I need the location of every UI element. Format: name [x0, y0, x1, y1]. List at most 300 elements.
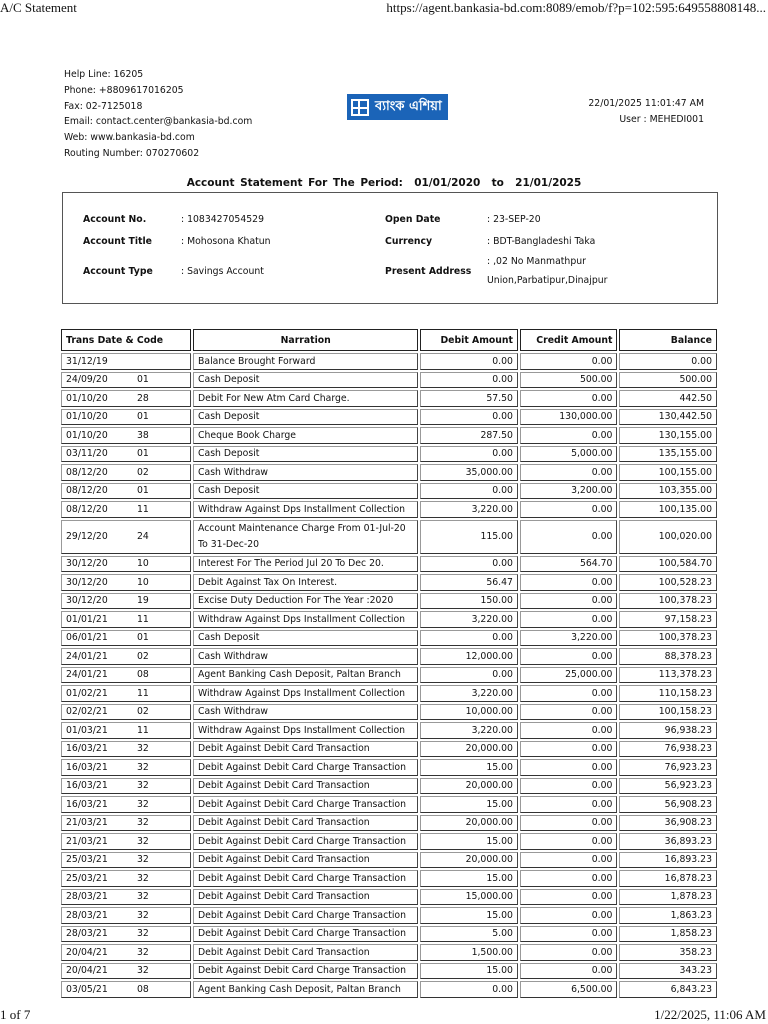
debit-amount: 0.00	[420, 372, 518, 389]
credit-amount: 0.00	[520, 815, 618, 832]
trans-date-code	[61, 630, 191, 647]
currency: : BDT-Bangladeshi Taka	[487, 236, 596, 247]
credit-amount: 3,200.00	[520, 483, 618, 500]
trans-date-code	[61, 483, 191, 500]
narration: Debit Against Debit Card Charge Transaction	[193, 759, 418, 776]
trans-code: 38	[137, 429, 149, 441]
trans-date-code	[61, 611, 191, 628]
table-row	[61, 833, 717, 850]
credit-amount: 0.00	[520, 759, 618, 776]
period-to: 21/01/2025	[515, 177, 582, 189]
narration: Withdraw Against Dps Installment Collection	[193, 501, 418, 518]
trans-date: 08/12/20	[66, 503, 108, 515]
trans-code: 32	[137, 835, 149, 847]
credit-amount: 0.00	[520, 353, 618, 370]
trans-date: 03/05/21	[66, 983, 108, 995]
trans-code: 32	[137, 891, 149, 903]
balance: 16,878.23	[619, 870, 717, 887]
trans-code: 10	[137, 576, 149, 588]
balance: 1,878.23	[619, 889, 717, 906]
credit-amount: 0.00	[520, 889, 618, 906]
trans-date-code	[61, 722, 191, 739]
helpline: Help Line: 16205	[64, 69, 144, 80]
trans-date: 24/01/21	[66, 669, 108, 681]
debit-amount: 5.00	[420, 926, 518, 943]
trans-date-code	[61, 501, 191, 518]
credit-amount: 0.00	[520, 390, 618, 407]
balance: 100,528.23	[619, 574, 717, 591]
narration: Excise Duty Deduction For The Year :2020	[193, 593, 418, 610]
credit-amount: 6,500.00	[520, 981, 618, 998]
trans-date-code	[61, 427, 191, 444]
account-type: : Savings Account	[181, 266, 264, 277]
balance: 0.00	[619, 353, 717, 370]
balance: 56,908.23	[619, 796, 717, 813]
credit-amount: 0.00	[520, 464, 618, 481]
trans-date-code	[61, 464, 191, 481]
balance: 76,923.23	[619, 759, 717, 776]
table-row	[61, 963, 717, 980]
balance: 110,158.23	[619, 685, 717, 702]
credit-amount: 0.00	[520, 963, 618, 980]
narration: Debit Against Debit Card Charge Transaction	[193, 963, 418, 980]
trans-date-code	[61, 704, 191, 721]
narration: Cash Deposit	[193, 630, 418, 647]
table-row	[61, 353, 717, 370]
statement-period	[0, 177, 768, 189]
trans-code: 24	[137, 531, 149, 542]
credit-amount: 0.00	[520, 685, 618, 702]
trans-date-code	[61, 796, 191, 813]
trans-date-code	[61, 353, 191, 370]
trans-date: 01/10/20	[66, 392, 108, 404]
phone: Phone: +8809617016205	[64, 84, 184, 96]
trans-date: 16/03/21	[66, 798, 108, 810]
trans-date: 21/03/21	[66, 835, 108, 847]
debit-amount: 12,000.00	[420, 648, 518, 665]
trans-date: 24/09/20	[66, 374, 108, 386]
debit-amount: 0.00	[420, 630, 518, 647]
credit-amount: 0.00	[520, 926, 618, 943]
narration: Withdraw Against Dps Installment Collection	[193, 685, 418, 702]
debit-amount: 1,500.00	[420, 944, 518, 961]
trans-date-code	[61, 815, 191, 832]
table-row	[61, 464, 717, 481]
credit-amount: 0.00	[520, 833, 618, 850]
credit-amount: 5,000.00	[520, 446, 618, 463]
col-narration: Narration	[193, 329, 418, 351]
debit-amount: 15.00	[420, 833, 518, 850]
narration: Debit Against Debit Card Transaction	[193, 944, 418, 961]
table-row	[61, 907, 717, 924]
narration: Debit Against Debit Card Charge Transaction	[193, 796, 418, 813]
credit-amount: 0.00	[520, 427, 618, 444]
logo-text: ব্যাংক এশিয়া	[375, 98, 442, 114]
trans-date: 29/12/20	[66, 531, 108, 542]
report-datetime: 22/01/2025 11:01:47 AM	[588, 98, 704, 109]
trans-date-code	[61, 372, 191, 389]
balance: 100,378.23	[619, 630, 717, 647]
narration: Interest For The Period Jul 20 To Dec 20.	[193, 556, 418, 573]
trans-date: 01/01/21	[66, 613, 108, 625]
trans-code: 32	[137, 780, 149, 792]
credit-amount: 0.00	[520, 778, 618, 795]
trans-code: 32	[137, 761, 149, 773]
credit-amount: 0.00	[520, 907, 618, 924]
credit-amount: 0.00	[520, 870, 618, 887]
trans-code: 32	[137, 909, 149, 921]
trans-date: 16/03/21	[66, 761, 108, 773]
debit-amount: 20,000.00	[420, 778, 518, 795]
narration: Cash Deposit	[193, 409, 418, 426]
balance: 76,938.23	[619, 741, 717, 758]
table-header	[61, 329, 717, 351]
trans-date-code	[61, 667, 191, 684]
debit-amount: 115.00	[420, 520, 518, 554]
debit-amount: 35,000.00	[420, 464, 518, 481]
credit-amount: 0.00	[520, 520, 618, 554]
fax: Fax: 02-7125018	[64, 100, 143, 112]
balance: 100,378.23	[619, 593, 717, 610]
address-line-1: : ,02 No Manmathpur	[487, 256, 586, 267]
credit-amount: 0.00	[520, 501, 618, 518]
trans-date-code	[61, 741, 191, 758]
table-row	[61, 390, 717, 407]
narration: Agent Banking Cash Deposit, Paltan Branch	[193, 667, 418, 684]
balance: 96,938.23	[619, 722, 717, 739]
trans-code: 32	[137, 854, 149, 866]
table-row	[61, 704, 717, 721]
debit-amount: 15,000.00	[420, 889, 518, 906]
trans-code: 02	[137, 466, 149, 478]
trans-date-code	[61, 390, 191, 407]
trans-date-code	[61, 981, 191, 998]
address-label: Present Address	[385, 266, 472, 277]
balance: 358.23	[619, 944, 717, 961]
trans-code: 32	[137, 872, 149, 884]
contact-info	[64, 67, 252, 162]
narration: Debit Against Debit Card Charge Transaction	[193, 833, 418, 850]
trans-date: 24/01/21	[66, 650, 108, 662]
debit-amount: 20,000.00	[420, 741, 518, 758]
narration: Debit Against Debit Card Transaction	[193, 889, 418, 906]
col-balance: Balance	[619, 329, 717, 351]
narration: Cash Deposit	[193, 446, 418, 463]
trans-date: 30/12/20	[66, 576, 108, 588]
currency-label: Currency	[385, 236, 433, 247]
trans-date-code	[61, 556, 191, 573]
trans-date-code	[61, 648, 191, 665]
credit-amount: 0.00	[520, 648, 618, 665]
narration: Debit Against Debit Card Transaction	[193, 815, 418, 832]
address-line-2: Union,Parbatipur,Dinajpur	[487, 275, 608, 286]
trans-date: 01/10/20	[66, 429, 108, 441]
trans-code: 10	[137, 558, 149, 570]
logo-mark-icon	[351, 99, 369, 116]
balance: 16,893.23	[619, 852, 717, 869]
debit-amount: 0.00	[420, 483, 518, 500]
table-row	[61, 889, 717, 906]
trans-date-code	[61, 778, 191, 795]
account-title: : Mohosona Khatun	[181, 236, 271, 247]
open-date-label: Open Date	[385, 214, 441, 225]
table-row	[61, 427, 717, 444]
table-row	[61, 981, 717, 998]
balance: 103,355.00	[619, 483, 717, 500]
table-row	[61, 870, 717, 887]
trans-code: 28	[137, 392, 149, 404]
trans-date: 06/01/21	[66, 632, 108, 644]
narration: Cash Deposit	[193, 372, 418, 389]
debit-amount: 0.00	[420, 981, 518, 998]
narration: Debit Against Debit Card Charge Transaction	[193, 926, 418, 943]
debit-amount: 150.00	[420, 593, 518, 610]
trans-date: 02/02/21	[66, 706, 108, 718]
trans-date: 25/03/21	[66, 854, 108, 866]
credit-amount: 0.00	[520, 852, 618, 869]
trans-date-code	[61, 852, 191, 869]
credit-amount: 0.00	[520, 611, 618, 628]
debit-amount: 0.00	[420, 446, 518, 463]
credit-amount: 0.00	[520, 722, 618, 739]
credit-amount: 0.00	[520, 593, 618, 610]
trans-code: 11	[137, 613, 149, 625]
page-number: 1 of 7	[0, 1007, 31, 1022]
balance: 442.50	[619, 390, 717, 407]
credit-amount: 564.70	[520, 556, 618, 573]
debit-amount: 57.50	[420, 390, 518, 407]
account-no-label: Account No.	[83, 214, 147, 225]
debit-amount: 10,000.00	[420, 704, 518, 721]
trans-date: 30/12/20	[66, 595, 108, 607]
credit-amount: 3,220.00	[520, 630, 618, 647]
trans-code: 32	[137, 946, 149, 958]
debit-amount: 20,000.00	[420, 815, 518, 832]
table-row	[61, 574, 717, 591]
narration: Debit Against Debit Card Charge Transaction	[193, 870, 418, 887]
balance: 1,863.23	[619, 907, 717, 924]
print-datetime: 1/22/2025, 11:06 AM	[654, 1007, 766, 1022]
credit-amount: 130,000.00	[520, 409, 618, 426]
trans-date: 30/12/20	[66, 558, 108, 570]
debit-amount: 3,220.00	[420, 722, 518, 739]
trans-date-code	[61, 963, 191, 980]
trans-code: 32	[137, 817, 149, 829]
debit-amount: 287.50	[420, 427, 518, 444]
trans-date: 20/04/21	[66, 946, 108, 958]
account-title-label: Account Title	[83, 236, 152, 247]
trans-date: 01/03/21	[66, 724, 108, 736]
balance: 130,155.00	[619, 427, 717, 444]
balance: 100,020.00	[619, 520, 717, 554]
trans-code: 32	[137, 928, 149, 940]
table-row	[61, 630, 717, 647]
trans-date-code	[61, 889, 191, 906]
trans-date: 16/03/21	[66, 780, 108, 792]
narration: Debit Against Debit Card Transaction	[193, 778, 418, 795]
account-type-label: Account Type	[83, 266, 153, 277]
trans-code: 01	[137, 448, 149, 460]
debit-amount: 15.00	[420, 796, 518, 813]
debit-amount: 0.00	[420, 409, 518, 426]
trans-date: 20/04/21	[66, 965, 108, 977]
debit-amount: 0.00	[420, 556, 518, 573]
report-user: User : MEHEDI001	[619, 113, 704, 125]
period-label: Account Statement For The Period:	[186, 177, 403, 189]
narration: Debit For New Atm Card Charge.	[193, 390, 418, 407]
debit-amount: 3,220.00	[420, 501, 518, 518]
trans-date: 31/12/19	[66, 355, 108, 367]
trans-code: 08	[137, 983, 149, 995]
table-row	[61, 778, 717, 795]
trans-date-code	[61, 907, 191, 924]
table-row	[61, 685, 717, 702]
credit-amount: 0.00	[520, 741, 618, 758]
trans-date: 28/03/21	[66, 891, 108, 903]
debit-amount: 15.00	[420, 870, 518, 887]
trans-date-code	[61, 593, 191, 610]
trans-date-code	[61, 759, 191, 776]
trans-date: 01/10/20	[66, 411, 108, 423]
trans-code: 11	[137, 687, 149, 699]
table-row	[61, 648, 717, 665]
trans-code: 08	[137, 669, 149, 681]
table-row	[61, 667, 717, 684]
debit-amount: 0.00	[420, 667, 518, 684]
trans-date: 28/03/21	[66, 909, 108, 921]
narration: Account Maintenance Charge From 01-Jul-20 To 31-Dec-20	[193, 520, 418, 554]
trans-date: 01/02/21	[66, 687, 108, 699]
trans-code: 01	[137, 632, 149, 644]
table-row	[61, 796, 717, 813]
trans-date: 25/03/21	[66, 872, 108, 884]
balance: 97,158.23	[619, 611, 717, 628]
trans-code: 11	[137, 724, 149, 736]
debit-amount: 0.00	[420, 353, 518, 370]
trans-code: 02	[137, 706, 149, 718]
debit-amount: 15.00	[420, 963, 518, 980]
open-date: : 23-SEP-20	[487, 214, 541, 225]
balance: 343.23	[619, 963, 717, 980]
bank-asia-logo	[347, 94, 448, 120]
balance: 56,923.23	[619, 778, 717, 795]
narration: Debit Against Debit Card Charge Transaction	[193, 907, 418, 924]
table-row	[61, 501, 717, 518]
credit-amount: 0.00	[520, 796, 618, 813]
balance: 100,155.00	[619, 464, 717, 481]
credit-amount: 0.00	[520, 944, 618, 961]
account-info-box	[62, 192, 718, 304]
table-row	[61, 409, 717, 426]
narration: Cash Withdraw	[193, 464, 418, 481]
trans-date-code	[61, 685, 191, 702]
period-from: 01/01/2020	[414, 177, 481, 189]
table-row	[61, 759, 717, 776]
trans-code: 11	[137, 503, 149, 515]
balance: 100,135.00	[619, 501, 717, 518]
balance: 36,908.23	[619, 815, 717, 832]
table-row	[61, 372, 717, 389]
trans-date-code	[61, 944, 191, 961]
balance: 36,893.23	[619, 833, 717, 850]
print-title: A/C Statement	[0, 0, 77, 15]
trans-date: 08/12/20	[66, 466, 108, 478]
table-row	[61, 611, 717, 628]
table-row	[61, 815, 717, 832]
trans-code: 32	[137, 798, 149, 810]
trans-date: 16/03/21	[66, 743, 108, 755]
credit-amount: 500.00	[520, 372, 618, 389]
table-row	[61, 446, 717, 463]
trans-date: 03/11/20	[66, 448, 108, 460]
table-row	[61, 483, 717, 500]
trans-code: 01	[137, 485, 149, 497]
table-row	[61, 852, 717, 869]
trans-code: 01	[137, 411, 149, 423]
table-row	[61, 741, 717, 758]
trans-date-code	[61, 833, 191, 850]
debit-amount: 56.47	[420, 574, 518, 591]
narration: Cash Withdraw	[193, 648, 418, 665]
trans-date-code	[61, 520, 191, 554]
table-row	[61, 520, 717, 554]
narration: Debit Against Debit Card Transaction	[193, 741, 418, 758]
trans-code: 02	[137, 650, 149, 662]
table-row	[61, 593, 717, 610]
trans-date-code	[61, 926, 191, 943]
col-credit: Credit Amount	[520, 329, 618, 351]
balance: 130,442.50	[619, 409, 717, 426]
report-meta	[588, 96, 704, 127]
trans-date: 28/03/21	[66, 928, 108, 940]
col-trans-date: Trans Date & Code	[61, 329, 191, 351]
debit-amount: 15.00	[420, 907, 518, 924]
trans-code: 19	[137, 595, 149, 607]
table-row	[61, 556, 717, 573]
narration: Cash Deposit	[193, 483, 418, 500]
balance: 113,378.23	[619, 667, 717, 684]
trans-date: 21/03/21	[66, 817, 108, 829]
trans-code: 32	[137, 965, 149, 977]
credit-amount: 0.00	[520, 574, 618, 591]
balance: 100,158.23	[619, 704, 717, 721]
balance: 500.00	[619, 372, 717, 389]
narration: Agent Banking Cash Deposit, Paltan Branch	[193, 981, 418, 998]
narration: Withdraw Against Dps Installment Collection	[193, 722, 418, 739]
trans-code: 01	[137, 374, 149, 386]
balance: 1,858.23	[619, 926, 717, 943]
email: Email: contact.center@bankasia-bd.com	[64, 116, 253, 128]
balance: 135,155.00	[619, 446, 717, 463]
debit-amount: 3,220.00	[420, 685, 518, 702]
trans-date-code	[61, 574, 191, 591]
transactions-table	[59, 327, 719, 1000]
table-row	[61, 722, 717, 739]
trans-code: 32	[137, 743, 149, 755]
col-debit: Debit Amount	[420, 329, 518, 351]
debit-amount: 3,220.00	[420, 611, 518, 628]
routing-number: Routing Number: 070270602	[64, 147, 200, 159]
period-to-word: to	[491, 177, 504, 189]
trans-date-code	[61, 870, 191, 887]
balance: 100,584.70	[619, 556, 717, 573]
table-row	[61, 926, 717, 943]
debit-amount: 15.00	[420, 759, 518, 776]
table-row	[61, 944, 717, 961]
trans-date: 08/12/20	[66, 485, 108, 497]
trans-date-code	[61, 446, 191, 463]
debit-amount: 20,000.00	[420, 852, 518, 869]
